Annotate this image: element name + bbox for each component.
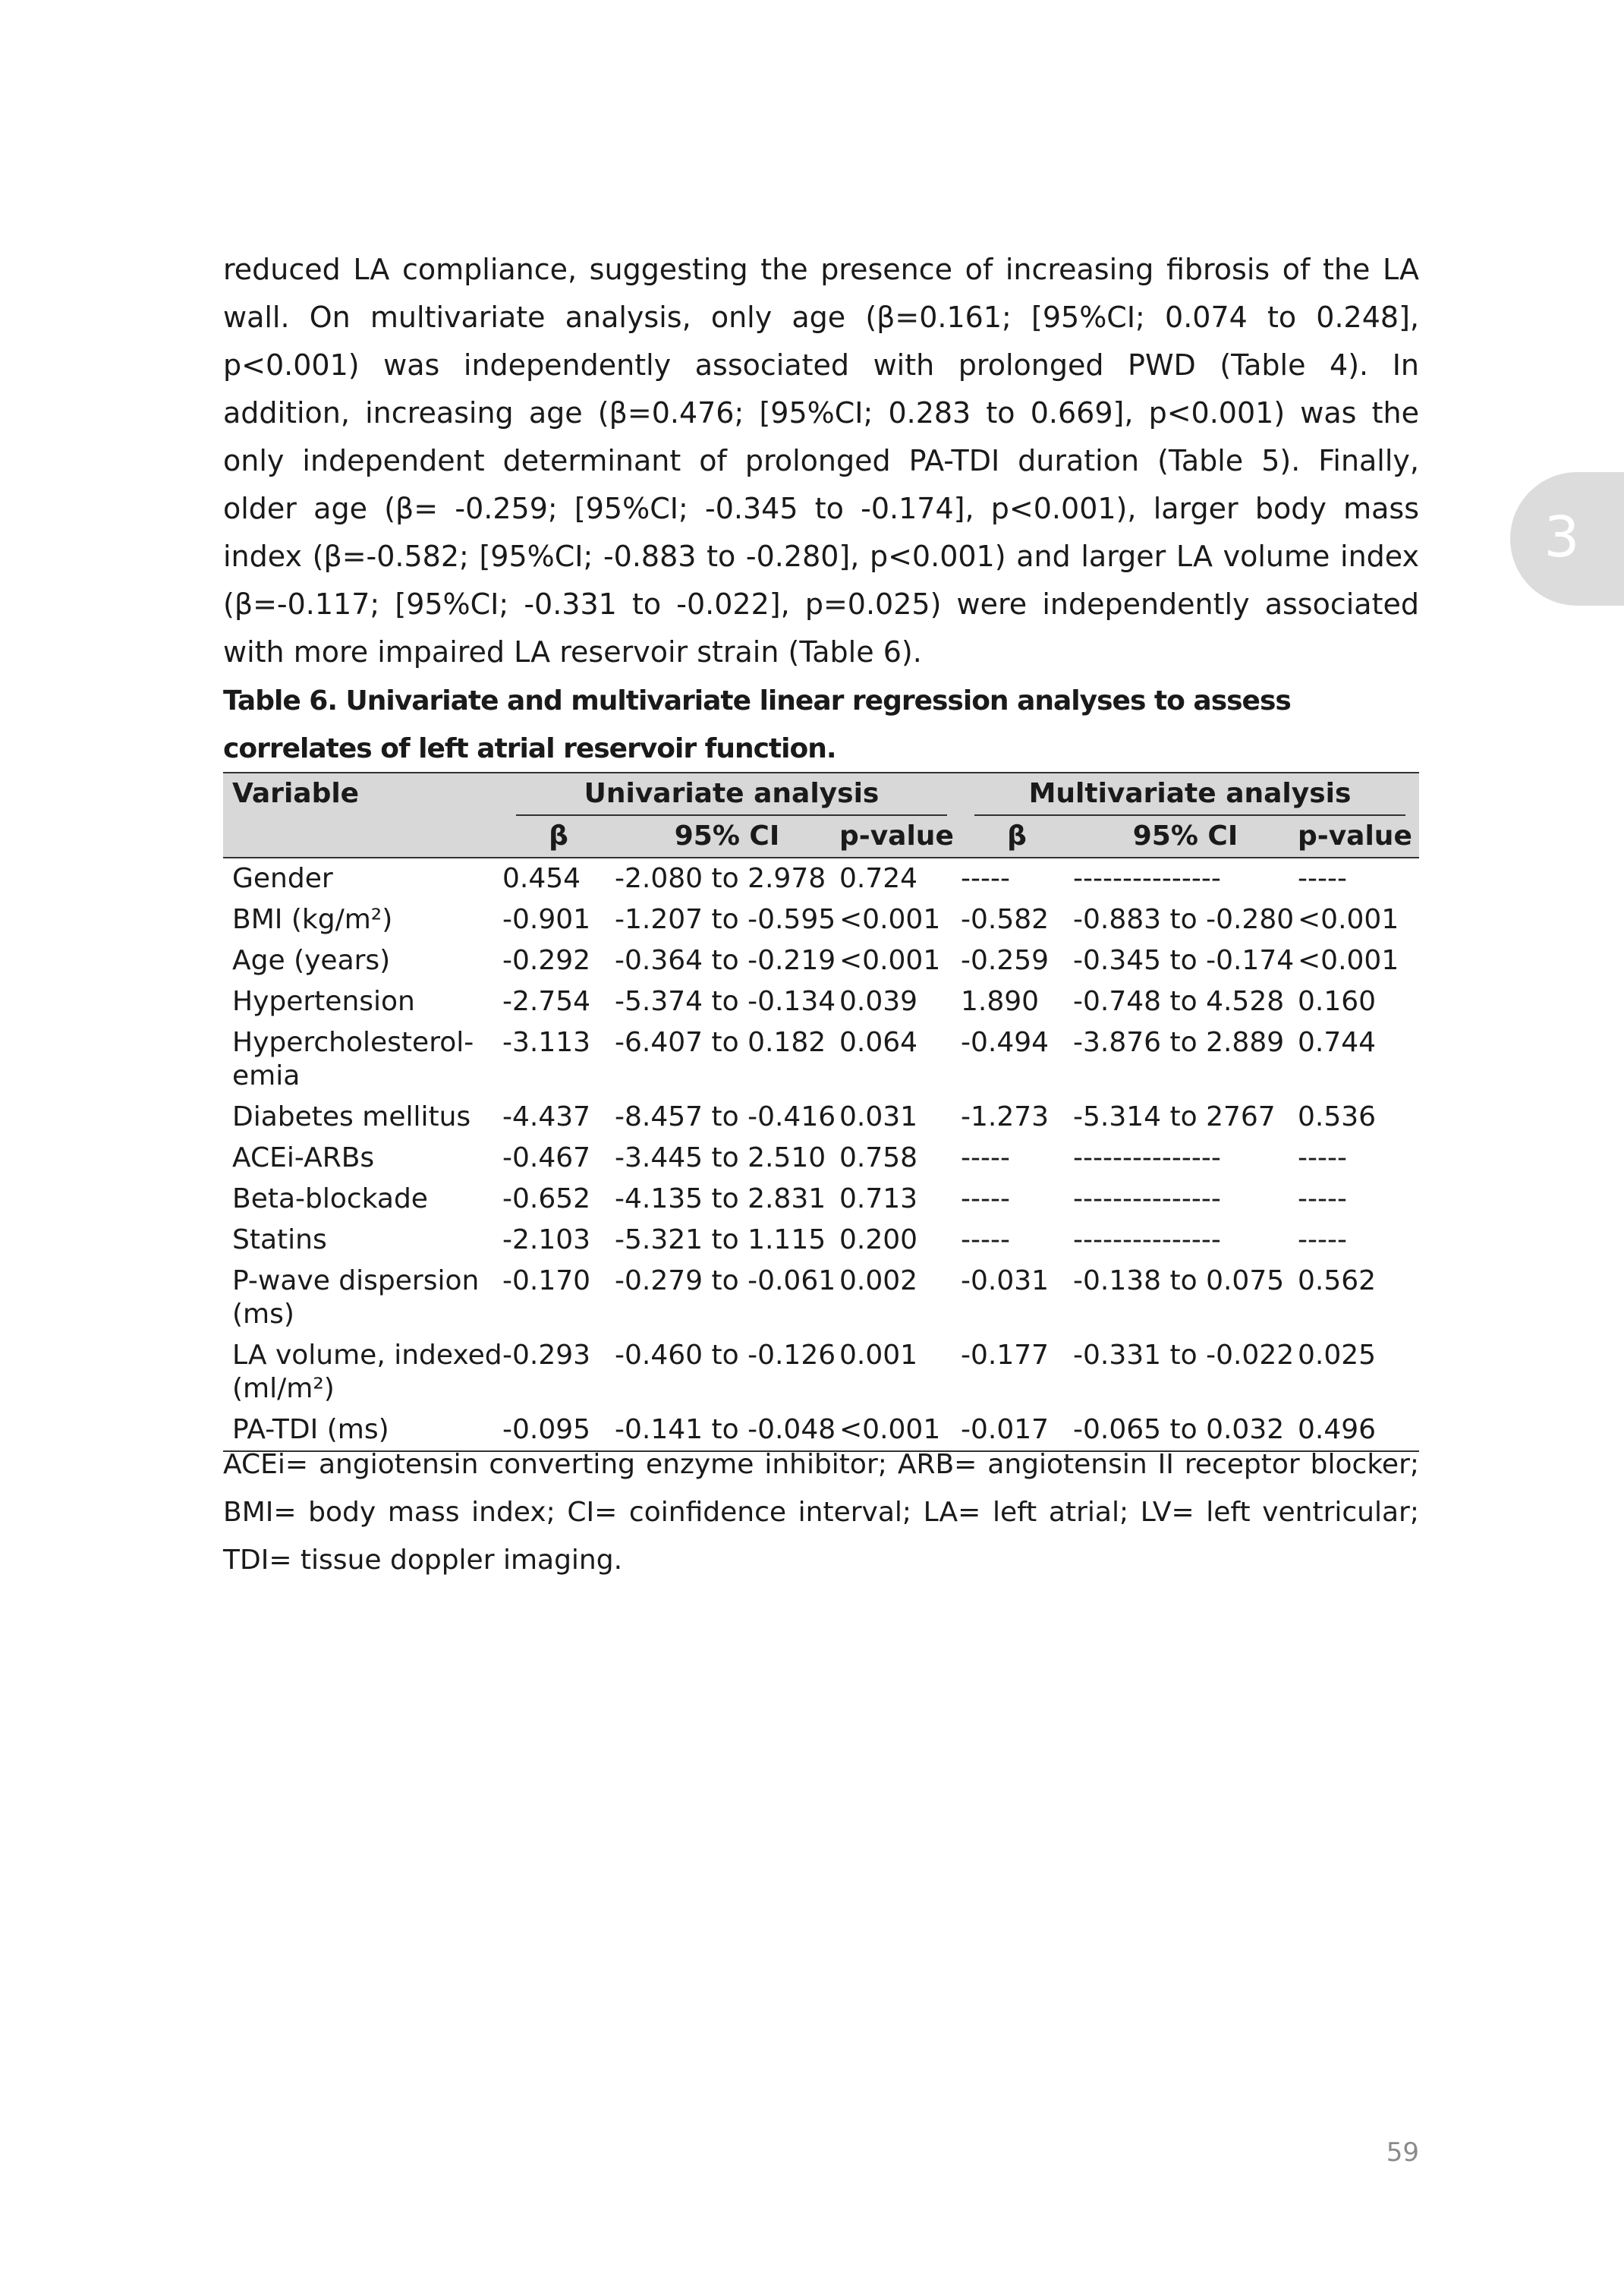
table-row: [223, 1097, 1419, 1138]
cell-m-ci: ---------------: [1073, 1142, 1221, 1173]
cell-u-ci: -6.407 to 0.182: [615, 1027, 826, 1058]
cell-variable: ACEi-ARBs: [232, 1142, 375, 1173]
table-row: [223, 899, 1419, 940]
regression-table: [223, 772, 1419, 1452]
cell-u-ci: -5.374 to -0.134: [615, 986, 836, 1017]
cell-variable: Age (years): [232, 945, 391, 976]
cell-variable: Diabetes mellitus: [232, 1101, 471, 1132]
cell-m-ci: -0.331 to -0.022: [1073, 1340, 1295, 1371]
cell-m-beta: -0.582: [961, 904, 1050, 935]
cell-u-ci: -0.460 to -0.126: [615, 1340, 836, 1371]
col-header: β: [961, 816, 1073, 858]
cell-m-ci: -0.138 to 0.075: [1073, 1265, 1285, 1296]
cell-m-p: 0.496: [1298, 1409, 1419, 1451]
cell-variable: BMI (kg/m²): [232, 904, 393, 935]
col-header: p-value: [839, 816, 961, 858]
cell-u-ci: -3.445 to 2.510: [615, 1142, 826, 1173]
table-row: [223, 1138, 1419, 1179]
cell-u-beta: -0.901: [502, 904, 591, 935]
cell-m-beta: 1.890: [961, 986, 1040, 1017]
cell-u-p: 0.001: [839, 1340, 918, 1371]
cell-m-ci: ---------------: [1073, 863, 1221, 894]
cell-u-p: 0.031: [839, 1101, 918, 1132]
cell-u-beta: -0.652: [502, 1183, 591, 1214]
cell-u-p: 0.064: [839, 1027, 918, 1058]
cell-u-beta: 0.454: [502, 863, 581, 894]
cell-u-beta: -0.292: [502, 945, 591, 976]
cell-u-beta: -0.293: [502, 1340, 591, 1371]
cell-m-beta: -0.017: [961, 1409, 1073, 1451]
multivariate-header: Multivariate analysis: [961, 773, 1419, 816]
cell-u-p: <0.001: [839, 904, 941, 935]
col-header: β: [502, 816, 615, 858]
col-header: p-value: [1298, 816, 1419, 858]
cell-u-p: 0.758: [839, 1142, 918, 1173]
cell-u-p: 0.039: [839, 986, 918, 1017]
cell-m-p: <0.001: [1298, 945, 1399, 976]
cell-m-p: -----: [1298, 863, 1347, 894]
cell-variable: Hypercholesterol-emia: [232, 1027, 474, 1091]
cell-m-p: 0.160: [1298, 986, 1377, 1017]
variable-header: Variable: [223, 773, 502, 816]
cell-m-p: 0.744: [1298, 1027, 1377, 1058]
cell-u-p: 0.724: [839, 863, 918, 894]
cell-u-ci: -0.279 to -0.061: [615, 1265, 836, 1296]
cell-u-beta: -4.437: [502, 1101, 591, 1132]
cell-m-p: 0.562: [1298, 1265, 1377, 1296]
cell-u-ci: -8.457 to -0.416: [615, 1101, 836, 1132]
cell-m-beta: -0.177: [961, 1340, 1050, 1371]
cell-u-beta: -2.754: [502, 986, 591, 1017]
cell-u-beta: -3.113: [502, 1027, 591, 1058]
cell-variable: Gender: [232, 863, 333, 894]
table-row: [223, 1179, 1419, 1220]
cell-u-p: 0.713: [839, 1183, 918, 1214]
cell-m-ci: -0.345 to -0.174: [1073, 945, 1295, 976]
table-row: [223, 981, 1419, 1022]
cell-m-beta: -0.031: [961, 1265, 1050, 1296]
cell-u-beta: -0.095: [502, 1409, 615, 1451]
cell-m-p: 0.025: [1298, 1340, 1377, 1371]
cell-m-p: -----: [1298, 1142, 1347, 1173]
table-row: [223, 858, 1419, 899]
table-header-row-2: [223, 816, 1419, 858]
cell-m-ci: ---------------: [1073, 1183, 1221, 1214]
cell-u-ci: -2.080 to 2.978: [615, 863, 826, 894]
cell-u-ci: -0.141 to -0.048: [615, 1409, 839, 1451]
table-row: [223, 1022, 1419, 1097]
body-paragraph: reduced LA compliance, suggesting the presence of increasing fibrosis of the LA wall. On multivariate analysis, only age (β=0.161; [95%CI; 0.074 to 0.248], p<0.001) was independently associated with prolonged PWD (Table 4). In addition, increasing age (β=0.476; [95%CI; 0.283 to 0.669], p<0.001) was the only independent determinant of prolonged PA-TDI duration (Table 5). Finally, older age (β= -0.259; [95%CI; -0.345 to -0.174], p<0.001), larger body mass index (β=-0.582; [95%CI; -0.883 to -0.280], p<0.001) and larger LA volume index (β=-0.117; [95%CI; -0.331 to -0.022], p=0.025) were independently associated with more impaired LA reservoir strain (Table 6).: [223, 253, 1419, 669]
cell-u-p: <0.001: [839, 945, 941, 976]
cell-m-ci: -0.748 to 4.528: [1073, 986, 1285, 1017]
cell-m-beta: -----: [961, 1142, 1010, 1173]
table-row: [223, 1220, 1419, 1261]
cell-variable: Beta-blockade: [232, 1183, 428, 1214]
cell-u-p: 0.002: [839, 1265, 918, 1296]
cell-variable: LA volume, indexed (ml/m²): [232, 1340, 502, 1404]
col-header: 95% CI: [1073, 816, 1298, 858]
cell-m-beta: -0.259: [961, 945, 1050, 976]
cell-m-beta: -----: [961, 1183, 1010, 1214]
table-footnote: ACEi= angiotensin converting enzyme inhibitor; ARB= angiotensin II receptor blocker; BMI= body mass index; CI= coinfidence interval; LA= left atrial; LV= left ventricular; TDI= tissue doppler imaging.: [223, 1449, 1419, 1576]
col-header: 95% CI: [615, 816, 839, 858]
cell-m-ci: -3.876 to 2.889: [1073, 1027, 1285, 1058]
cell-m-ci: ---------------: [1073, 1224, 1221, 1255]
page-number: 59: [1386, 2137, 1419, 2168]
cell-m-beta: -1.273: [961, 1101, 1050, 1132]
table-row: [223, 940, 1419, 981]
cell-variable: Hypertension: [232, 986, 415, 1017]
cell-u-beta: -2.103: [502, 1224, 591, 1255]
cell-m-ci: -0.065 to 0.032: [1073, 1409, 1298, 1451]
cell-variable: Statins: [232, 1224, 327, 1255]
univariate-header: Univariate analysis: [502, 773, 961, 816]
cell-u-beta: -0.467: [502, 1142, 591, 1173]
cell-m-p: <0.001: [1298, 904, 1399, 935]
cell-m-p: -----: [1298, 1224, 1347, 1255]
cell-m-beta: -----: [961, 863, 1010, 894]
table-caption: Table 6. Univariate and multivariate linear regression analyses to assess correlates of left atrial reservoir function.: [223, 685, 1291, 764]
cell-m-p: -----: [1298, 1183, 1347, 1214]
cell-u-ci: -4.135 to 2.831: [615, 1183, 826, 1214]
cell-variable: PA-TDI (ms): [223, 1409, 502, 1451]
cell-m-beta: -----: [961, 1224, 1010, 1255]
cell-m-ci: -0.883 to -0.280: [1073, 904, 1295, 935]
table-row: [223, 1261, 1419, 1335]
table-header-row-1: [223, 773, 1419, 816]
table-row: [223, 1335, 1419, 1409]
cell-u-ci: -1.207 to -0.595: [615, 904, 836, 935]
chapter-number: 3: [1544, 505, 1580, 570]
cell-m-ci: -5.314 to 2767: [1073, 1101, 1276, 1132]
cell-variable: P-wave dispersion (ms): [232, 1265, 480, 1330]
cell-u-p: 0.200: [839, 1224, 918, 1255]
cell-u-ci: -0.364 to -0.219: [615, 945, 836, 976]
cell-u-ci: -5.321 to 1.115: [615, 1224, 826, 1255]
cell-u-beta: -0.170: [502, 1265, 591, 1296]
cell-m-beta: -0.494: [961, 1027, 1050, 1058]
cell-u-p: <0.001: [839, 1409, 961, 1451]
cell-m-p: 0.536: [1298, 1101, 1377, 1132]
